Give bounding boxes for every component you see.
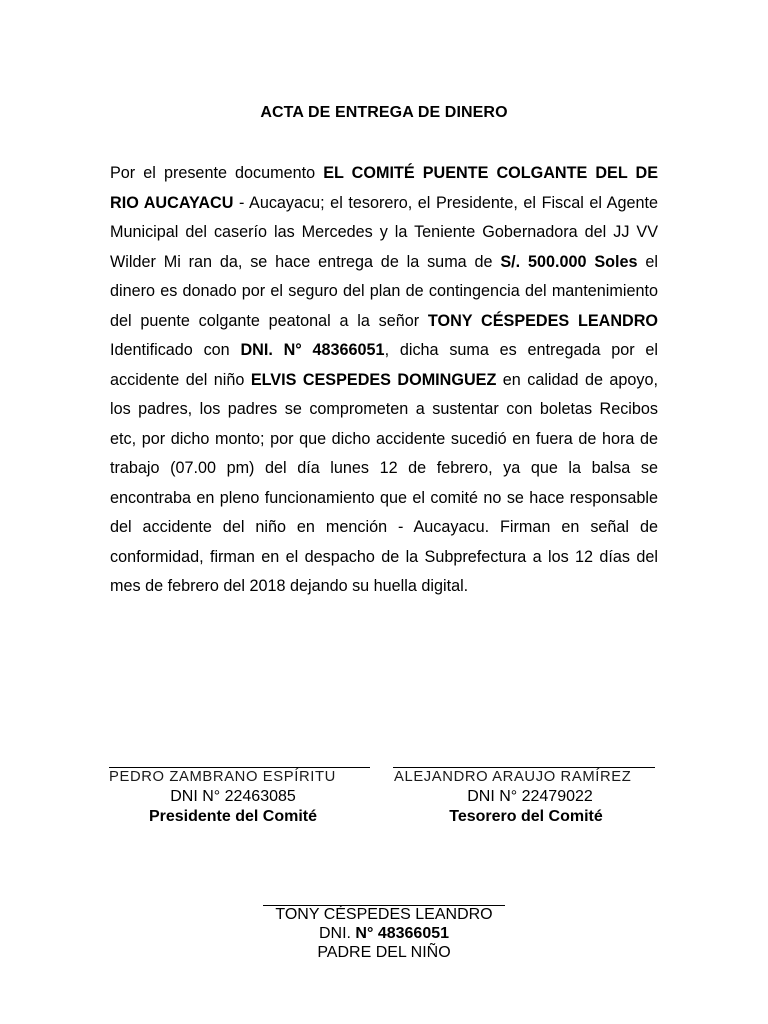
signature-role-right: Tesorero del Comité xyxy=(449,808,603,825)
signature-name-bottom: TONY CÉSPEDES LEANDRO xyxy=(275,906,493,923)
signature-dni-left: DNI N° 22463085 xyxy=(170,788,296,805)
body-bold-recipient: TONY CÉSPEDES LEANDRO xyxy=(427,311,659,330)
signature-name-left: PEDRO ZAMBRANO ESPÍRITU xyxy=(109,769,336,785)
body-text-3: el dinero es donado por el seguro del plan de contingencia del mantenimiento del puente colgante peatonal a la señor xyxy=(110,252,658,330)
signature-dni-bottom xyxy=(234,925,534,943)
body-text-2: - Aucayacu; el tesorero, el Presidente, el Fiscal el Agente Municipal del caserío las Mercedes y la Teniente Gobernadora del JJ VV Wilder Mi ran da, se hace entrega de la suma de xyxy=(110,193,658,271)
body-bold-committee: EL COMITÉ PUENTE COLGANTE DEL DE RIO AUCAYACU xyxy=(110,164,658,212)
signature-line-right xyxy=(393,767,655,768)
body-bold-amount: S/. 500.000 Soles xyxy=(500,252,638,271)
document-body xyxy=(110,159,658,602)
body-text-1: Por el presente documento xyxy=(110,164,324,182)
body-text-4: Identificado con xyxy=(110,341,241,359)
signature-dni-prefix-bottom: DNI. xyxy=(318,925,356,942)
signature-dni-right: DNI N° 22479022 xyxy=(467,788,593,805)
signature-line-left xyxy=(109,767,370,768)
signature-dni-value-bottom: N° 48366051 xyxy=(355,925,450,942)
body-text-6: en calidad de apoyo, los padres, los padres se comprometen a sustentar con boletas Recibos etc, por dicho monto; por que dicho accidente sucedió en fuera de hora de trabajo (07.00 pm) del día lunes 12 de febrero, ya que la balsa se encontraba en pleno funcionamiento que el comité no se hace responsable del accidente del niño en mención - Aucayacu. Firman en señal de conformidad, firman en el despacho de la Subprefectura a los 12 días del mes de febrero del 2018 dejando su huella digital. xyxy=(110,370,658,595)
body-bold-child: ELVIS CESPEDES DOMINGUEZ xyxy=(250,370,497,389)
signature-name-right: ALEJANDRO ARAUJO RAMÍREZ xyxy=(394,769,632,785)
body-text-5: , dicha suma es entregada por el accidente del niño xyxy=(110,341,659,389)
document-title: ACTA DE ENTREGA DE DINERO xyxy=(260,104,508,121)
body-bold-dni: DNI. N° 48366051 xyxy=(240,341,385,359)
signature-role-bottom: PADRE DEL NIÑO xyxy=(317,944,451,961)
signature-role-left: Presidente del Comité xyxy=(148,808,318,825)
